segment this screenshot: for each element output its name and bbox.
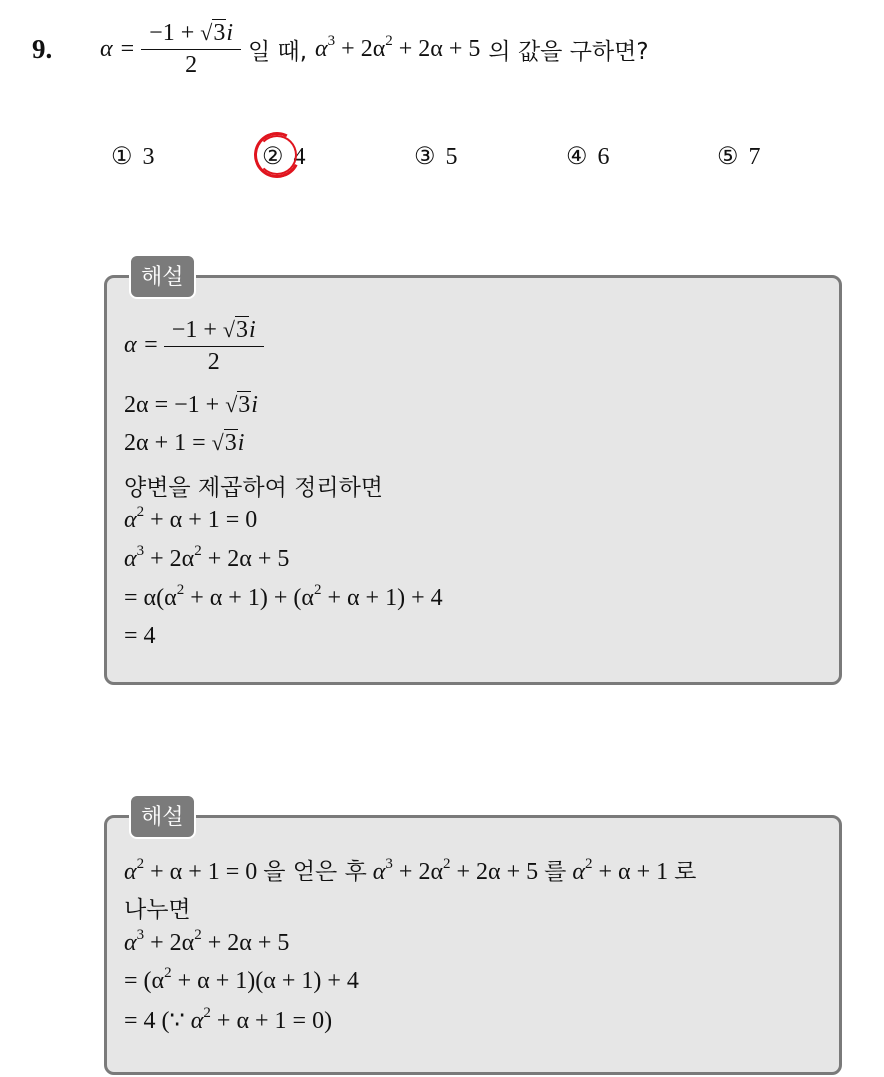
solution1-line-1: α = $\frac{-1 + √3i}{2}$: [124, 317, 263, 376]
imag-unit: i: [226, 20, 233, 46]
choice-5[interactable]: [717, 142, 761, 171]
korean-ask: 의 값을 구하면?: [488, 39, 649, 65]
choice-mark: ③: [414, 144, 436, 170]
solution1-line-8: = 4: [124, 623, 156, 649]
solution1-line-4: 양변을 제곱하여 정리하면: [124, 475, 384, 501]
selected-answer-circle-stroke: [257, 135, 297, 175]
target-expression: $\alpha^3 + 2\alpha^2 + 2\alpha + 5$: [315, 33, 481, 62]
choice-mark: ⑤: [717, 144, 739, 170]
solution2-line-5: = 4 (∵ $\alpha^2 + \alpha + 1 = 0$): [124, 1005, 333, 1034]
choice-mark: ②: [262, 144, 284, 170]
solution2-line-3: $\alpha^3 + 2\alpha^2 + 2\alpha + 5$: [124, 927, 290, 956]
solution1-line-2: 2α = −1 + √3i: [124, 392, 258, 418]
choice-1[interactable]: [111, 142, 155, 171]
choice-mark: ①: [111, 144, 133, 170]
choice-3[interactable]: [414, 142, 458, 171]
solution1-line-3: 2α + 1 = √3i: [124, 430, 245, 456]
equals-sign: =: [120, 36, 135, 62]
question-number: 9.: [32, 34, 53, 64]
solution2-line-4: = $(\alpha^2 + \alpha + 1)(\alpha + 1) + 4$: [124, 965, 359, 994]
solution-tab-2: 해설: [129, 794, 196, 839]
choice-value: 6: [597, 144, 610, 170]
fraction-denominator: 2: [141, 49, 241, 79]
choice-value: 7: [748, 144, 761, 170]
sqrt-three: √3: [200, 20, 226, 46]
solution1-line-7: = $\alpha(\alpha^2 + \alpha + 1) + (\alpha^2 + \alpha + 1) + 4$: [124, 582, 443, 611]
choice-value: 3: [142, 144, 155, 170]
korean-when: 일 때,: [247, 39, 308, 65]
alpha-symbol: α: [100, 36, 113, 62]
choice-mark: ④: [566, 144, 588, 170]
choice-4[interactable]: [566, 142, 610, 171]
alpha-fraction: [145, 20, 237, 79]
choice-value: 4: [293, 144, 306, 170]
solution2-line-2: 나누면: [124, 897, 191, 923]
solution2-line-1: $\alpha^2 + \alpha + 1 = 0$ 을 얻은 후 $\alpha^3 + 2\alpha^2 + 2\alpha + 5$ 를 $\alpha^2 + \alpha + 1$ 로: [124, 856, 697, 885]
solution1-line-6: $\alpha^3 + 2\alpha^2 + 2\alpha + 5$: [124, 543, 290, 572]
solution1-line-5: $\alpha^2 + \alpha + 1 = 0$: [124, 504, 258, 533]
choice-value: 5: [445, 144, 458, 170]
fraction-numerator: −1 +: [149, 20, 195, 46]
question-text: [100, 20, 657, 79]
solution-tab-1: 해설: [129, 254, 196, 299]
